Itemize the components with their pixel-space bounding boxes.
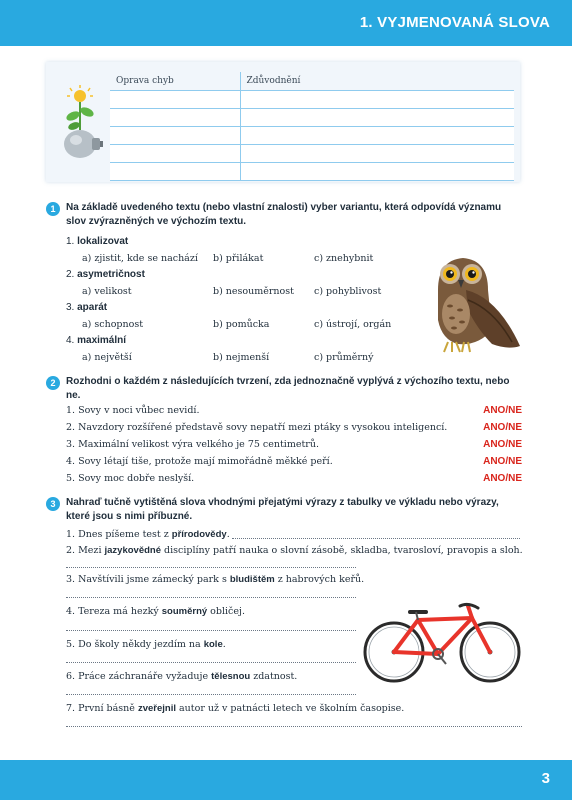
answer-line[interactable] bbox=[66, 694, 356, 695]
correction-cell[interactable] bbox=[110, 90, 240, 108]
task3-instruction: Nahraď tučně vytištěná slova vhodnými přejatými výrazy z tabulky ve výkladu nebo výrazy, které jsou s nimi příbuzné. bbox=[66, 497, 499, 522]
option-b[interactable]: b) přilákat bbox=[213, 253, 264, 264]
option-b[interactable]: b) pomůcka bbox=[213, 319, 270, 330]
justification-header: Zdůvodnění bbox=[240, 72, 514, 90]
option-c[interactable]: c) pohyblivost bbox=[314, 286, 382, 297]
justification-cell[interactable] bbox=[240, 144, 514, 162]
answer-yes-no[interactable]: ANO/NE bbox=[483, 405, 522, 416]
option-a[interactable]: a) schopnost bbox=[82, 319, 144, 330]
lightbulb-plant-icon bbox=[54, 84, 106, 166]
statement: 3. Maximální velikost výra velkého je 75 centimetrů. bbox=[66, 439, 319, 450]
task-number-3: 3 bbox=[46, 497, 60, 511]
option-b[interactable]: b) nejmenší bbox=[213, 352, 270, 363]
task1-item-heading: 1. lokalizovat bbox=[66, 236, 129, 247]
option-c[interactable]: c) průměrný bbox=[314, 352, 374, 363]
task1-item-heading: 3. aparát bbox=[66, 302, 108, 313]
sentence: 1. Dnes píšeme test z přírodovědy. bbox=[66, 529, 230, 540]
task2-instruction: Rozhodni o každém z následujících tvrzení, zda jednoznačně vyplývá z výchozího textu, nebo ne. bbox=[66, 376, 510, 401]
answer-yes-no[interactable]: ANO/NE bbox=[483, 439, 522, 450]
correction-cell[interactable] bbox=[110, 108, 240, 126]
sentence: 7. První básně zveřejnil autor už v patnácti letech ve školním časopise. bbox=[66, 703, 405, 714]
page-header bbox=[0, 0, 572, 46]
sentence: 2. Mezi jazykovědné disciplíny patří nauka o slovní zásobě, skladba, tvarosloví, pravopis a sloh. bbox=[66, 545, 523, 556]
justification-cell[interactable] bbox=[240, 126, 514, 144]
answer-line[interactable] bbox=[66, 726, 522, 727]
option-c[interactable]: c) ústrojí, orgán bbox=[314, 319, 392, 330]
statement: 1. Sovy v noci vůbec nevidí. bbox=[66, 405, 200, 416]
sentence: 3. Navštívili jsme zámecký park s bludištěm z habrových keřů. bbox=[66, 574, 365, 585]
answer-yes-no[interactable]: ANO/NE bbox=[483, 456, 522, 467]
answer-yes-no[interactable]: ANO/NE bbox=[483, 422, 522, 433]
bicycle-illustration bbox=[360, 598, 524, 684]
task1-item-heading: 2. asymetričnost bbox=[66, 269, 145, 280]
task1-item-heading: 4. maximální bbox=[66, 335, 127, 346]
answer-line[interactable] bbox=[66, 597, 356, 598]
sentence: 6. Práce záchranáře vyžaduje tělesnou zdatnost. bbox=[66, 671, 298, 682]
justification-cell[interactable] bbox=[240, 162, 514, 180]
justification-cell[interactable] bbox=[240, 108, 514, 126]
option-a[interactable]: a) velikost bbox=[82, 286, 132, 297]
statement: 5. Sovy moc dobře neslyší. bbox=[66, 473, 195, 484]
statement: 2. Navzdory rozšířené představě sovy nepatří mezi ptáky s vysokou inteligencí. bbox=[66, 422, 448, 433]
correction-cell[interactable] bbox=[110, 126, 240, 144]
correction-cell[interactable] bbox=[110, 144, 240, 162]
page-number: 3 bbox=[541, 770, 550, 787]
answer-yes-no[interactable]: ANO/NE bbox=[483, 473, 522, 484]
owl-illustration bbox=[408, 250, 526, 358]
option-a[interactable]: a) největší bbox=[82, 352, 132, 363]
answer-line[interactable] bbox=[66, 567, 356, 568]
statement: 4. Sovy létají tiše, protože mají mimořádně měkké peří. bbox=[66, 456, 333, 467]
option-a[interactable]: a) zjistit, kde se nachází bbox=[82, 253, 198, 264]
sentence: 4. Tereza má hezký souměrný obličej. bbox=[66, 606, 245, 617]
correction-cell[interactable] bbox=[110, 162, 240, 180]
answer-line[interactable] bbox=[66, 662, 356, 663]
sentence: 5. Do školy někdy jezdím na kole. bbox=[66, 639, 226, 650]
chapter-title: 1. VYJMENOVANÁ SLOVA bbox=[359, 14, 550, 31]
task-number-1: 1 bbox=[46, 202, 60, 216]
correction-header: Oprava chyb bbox=[110, 72, 240, 90]
answer-line[interactable] bbox=[232, 538, 520, 539]
correction-box bbox=[46, 62, 520, 182]
correction-table bbox=[110, 72, 514, 181]
justification-cell[interactable] bbox=[240, 90, 514, 108]
option-c[interactable]: c) znehybnit bbox=[314, 253, 374, 264]
task1-instruction: Na základě uvedeného textu (nebo vlastní znalosti) vyber variantu, která odpovídá významu slov zvýrazněných ve výchozím textu. bbox=[66, 202, 502, 227]
option-b[interactable]: b) nesouměrnost bbox=[213, 286, 294, 297]
answer-line[interactable] bbox=[66, 630, 356, 631]
task-number-2: 2 bbox=[46, 376, 60, 390]
page-footer bbox=[0, 760, 572, 800]
